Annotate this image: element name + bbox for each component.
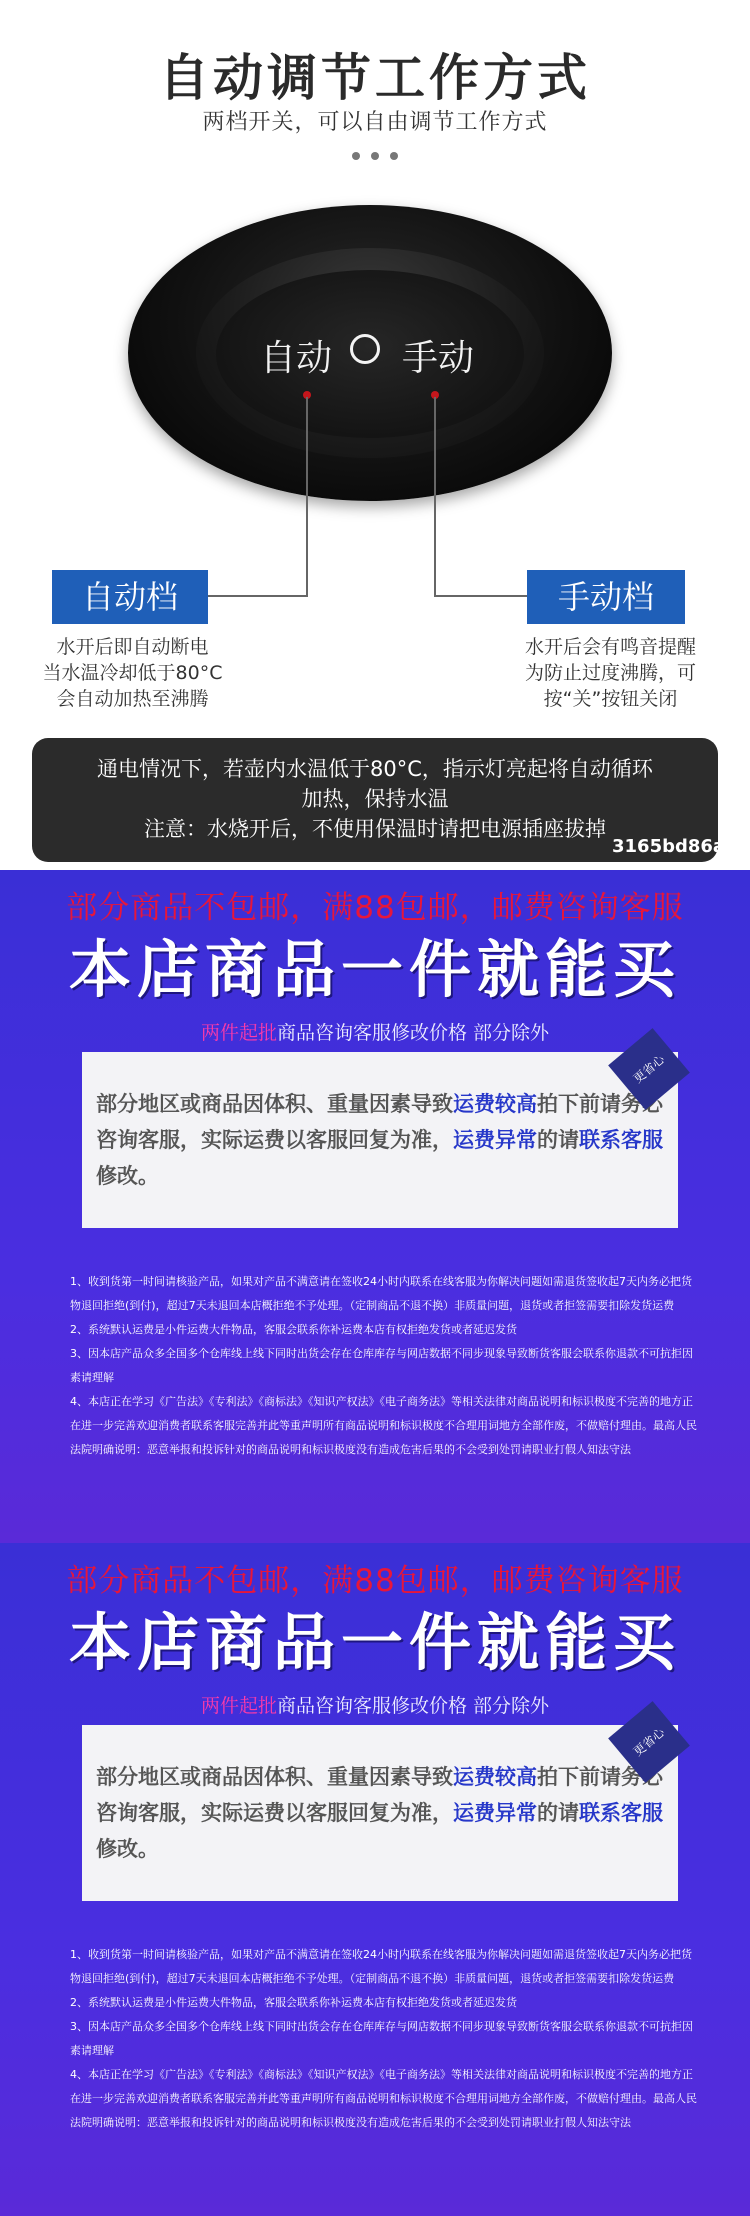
- list-item: 2、系统默认运费是小件运费大件物品，客服会联系你补运费本店有权拒绝发货或者延迟发货: [70, 1323, 517, 1336]
- shipping-rules-list: [70, 1270, 700, 1462]
- auto-mode-tag: 自动档: [52, 570, 208, 624]
- corner-ribbon: 更省心: [608, 1028, 690, 1110]
- shipping-red-headline: 部分商品不包邮，满88包邮，邮费咨询客服: [66, 1563, 684, 1599]
- callout-line-manual: [434, 397, 436, 595]
- list-item: 1、收到货第一时间请核验产品，如果对产品不满意请在签收24小时内联系在线客服为你解决问题如需退货签收起7天内务必把货物退回拒绝(到付)，超过7天未退回本店概拒绝不予处理。（定制商品不退不换）非质量问题，退货或者拒签需要扣除发货运费: [70, 1275, 692, 1312]
- shipping-notice-banner: [0, 870, 750, 1543]
- auto-mode-description: 水开后即自动断电 当水温冷却低于80°C 会自动加热至沸腾: [42, 636, 223, 710]
- usage-note-box: 通电情况下，若壶内水温低于80°C，指示灯亮起将自动循环 加热，保持水温 注意：水烧开后，不使用保温时请把电源插座拔掉: [32, 738, 718, 862]
- list-item: 2、系统默认运费是小件运费大件物品，客服会联系你补运费本店有权拒绝发货或者延迟发货: [70, 1996, 517, 2009]
- shipping-subline: 两件起批商品咨询客服修改价格 部分除外: [200, 1022, 550, 1044]
- dots-divider: [352, 152, 398, 160]
- callout-line-auto: [306, 397, 308, 595]
- section-title: 自动调节工作方式: [159, 49, 591, 107]
- list-item: 3、因本店产品众多全国多个仓库线上线下同时出货会存在仓库库存与网店数据不同步现象导致断货客服会联系你退款不可抗拒因素请理解: [70, 1347, 693, 1384]
- shipping-notice-card: 部分地区或商品因体积、重量因素导致运费较高拍下前请务必咨询客服，实际运费以客服回复为准，运费异常的请联系客服修改。: [82, 1052, 678, 1228]
- list-item: 4、本店正在学习《广告法》《专利法》《商标法》《知识产权法》《电子商务法》等相关法律对商品说明和标识极度不完善的地方正在进一步完善欢迎消费者联系客服完善并此等重声明所有商品说明和标识极度不合理用词地方全部作废，不做赔付理由。最高人民法院明确说明：恶意举报和投诉针对的商品说明和标识极度没有造成危害后果的不会受到处罚请职业打假人知法守法: [70, 2068, 697, 2129]
- product-detail-section: [0, 0, 750, 870]
- callout-line-manual-h: [434, 595, 527, 597]
- watermark-text: 3165bd86a: [612, 836, 726, 857]
- list-item: 1、收到货第一时间请核验产品，如果对产品不满意请在签收24小时内联系在线客服为你解决问题如需退货签收起7天内务必把货物退回拒绝(到付)，超过7天未退回本店概拒绝不予处理。（定制商品不退不换）非质量问题，退货或者拒签需要扣除发货运费: [70, 1948, 692, 1985]
- shipping-notice-banner: [0, 1543, 750, 2216]
- manual-mode-description: 水开后会有鸣音提醒 为防止过度沸腾，可 按“关”按钮关闭: [524, 636, 696, 710]
- shipping-red-headline: 部分商品不包邮，满88包邮，邮费咨询客服: [66, 890, 684, 926]
- callout-line-auto-h: [208, 595, 308, 597]
- shipping-subline: 两件起批商品咨询客服修改价格 部分除外: [200, 1695, 550, 1717]
- switch-auto-label: 自动: [260, 338, 333, 379]
- power-circle-icon: [350, 334, 380, 364]
- shipping-rules-list: [70, 1943, 700, 2135]
- list-item: 4、本店正在学习《广告法》《专利法》《商标法》《知识产权法》《电子商务法》等相关法律对商品说明和标识极度不完善的地方正在进一步完善欢迎消费者联系客服完善并此等重声明所有商品说明和标识极度不合理用词地方全部作废，不做赔付理由。最高人民法院明确说明：恶意举报和投诉针对的商品说明和标识极度没有造成危害后果的不会受到处罚请职业打假人知法守法: [70, 1395, 697, 1456]
- shipping-big-headline: 本店商品一件就能买: [68, 933, 681, 1006]
- shipping-big-headline: 本店商品一件就能买: [68, 1606, 681, 1679]
- list-item: 3、因本店产品众多全国多个仓库线上线下同时出货会存在仓库库存与网店数据不同步现象导致断货客服会联系你退款不可抗拒因素请理解: [70, 2020, 693, 2057]
- shipping-notice-card: 部分地区或商品因体积、重量因素导致运费较高拍下前请务必咨询客服，实际运费以客服回复为准，运费异常的请联系客服修改。: [82, 1725, 678, 1901]
- section-subtitle: 两档开关，可以自由调节工作方式: [202, 110, 548, 135]
- switch-manual-label: 手动: [402, 338, 475, 379]
- manual-mode-tag: 手动档: [527, 570, 685, 624]
- corner-ribbon: 更省心: [608, 1701, 690, 1783]
